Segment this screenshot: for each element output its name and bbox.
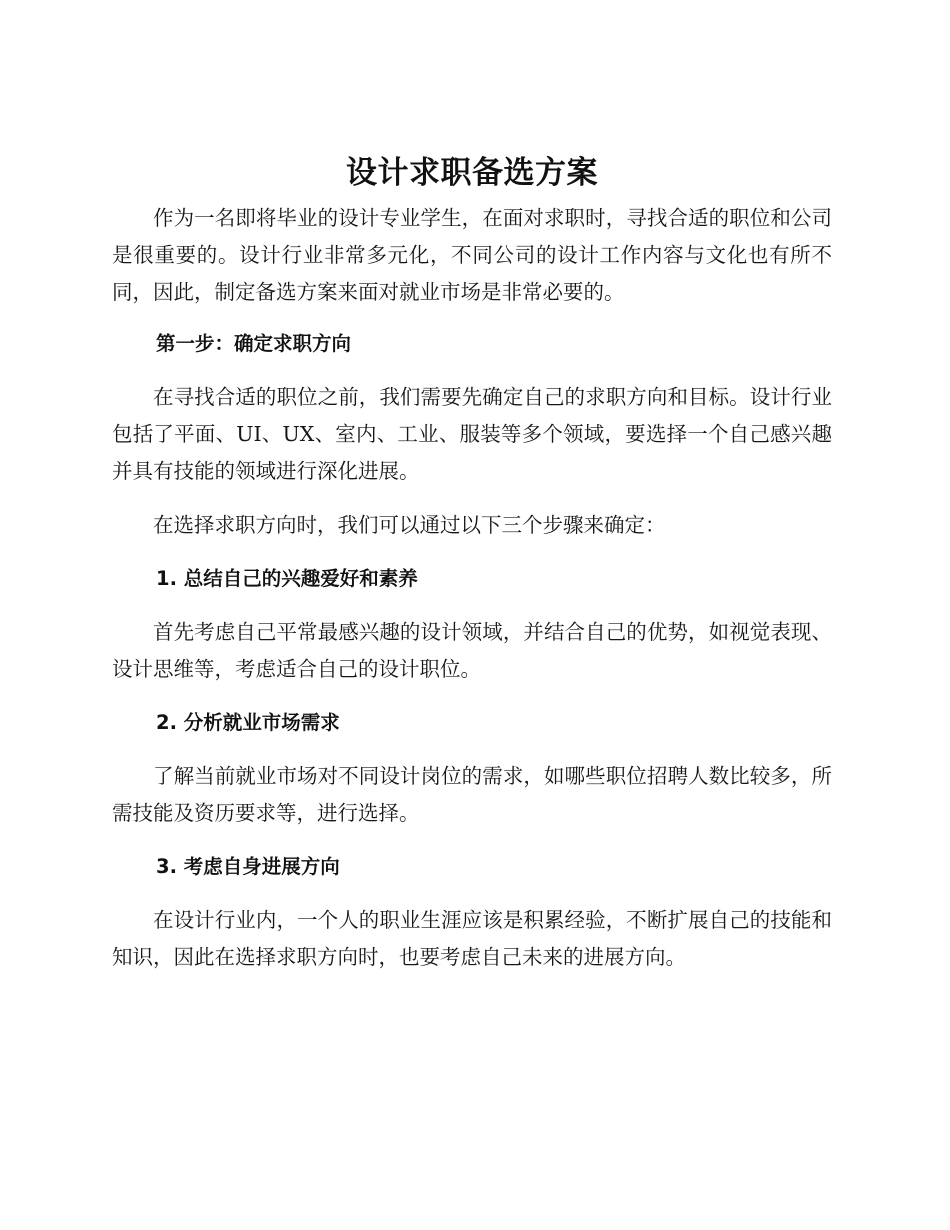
spacer [112, 885, 832, 902]
document-body [112, 152, 832, 976]
sub-paragraph-3: 在设计行业内，一个人的职业生涯应该是积累经验，不断扩展自己的技能和知识，因此在选择求职方向时，也要考虑自己未来的进展方向。 [112, 908, 832, 969]
spacer [112, 832, 832, 849]
spacer [112, 362, 832, 379]
sub-paragraph-1: 首先考虑自己平常最感兴趣的设计领域，并结合自己的优势，如视觉表现、设计思维等，考虑适合自己的设计职位。 [112, 620, 832, 681]
sub-heading-1: 1. 总结自己的兴趣爱好和素养 [156, 567, 418, 590]
spacer [112, 688, 832, 705]
spacer [112, 741, 832, 758]
step1-heading: 第一步：确定求职方向 [156, 332, 352, 355]
spacer [112, 597, 832, 614]
spacer [112, 490, 832, 507]
intro-paragraph: 作为一名即将毕业的设计专业学生，在面对求职时，寻找合适的职位和公司是很重要的。设计行业非常多元化，不同公司的设计工作内容与文化也有所不同，因此，制定备选方案来面对就业市场是非常必要的。 [112, 206, 832, 304]
sub-heading-3: 3. 考虑自身进展方向 [156, 855, 340, 878]
document-title: 设计求职备选方案 [346, 155, 598, 191]
step1-paragraph: 在寻找合适的职位之前，我们需要先确定自己的求职方向和目标。设计行业包括了平面、UI、UX、室内、工业、服装等多个领域，要选择一个自己感兴趣并具有技能的领域进行深化进展。 [112, 385, 832, 483]
spacer [112, 544, 832, 561]
step1-steps-intro: 在选择求职方向时，我们可以通过以下三个步骤来确定： [153, 513, 666, 537]
sub-heading-2: 2. 分析就业市场需求 [156, 711, 340, 734]
sub-paragraph-2: 了解当前就业市场对不同设计岗位的需求，如哪些职位招聘人数比较多，所需技能及资历要求等，进行选择。 [112, 764, 832, 825]
spacer [112, 311, 832, 326]
